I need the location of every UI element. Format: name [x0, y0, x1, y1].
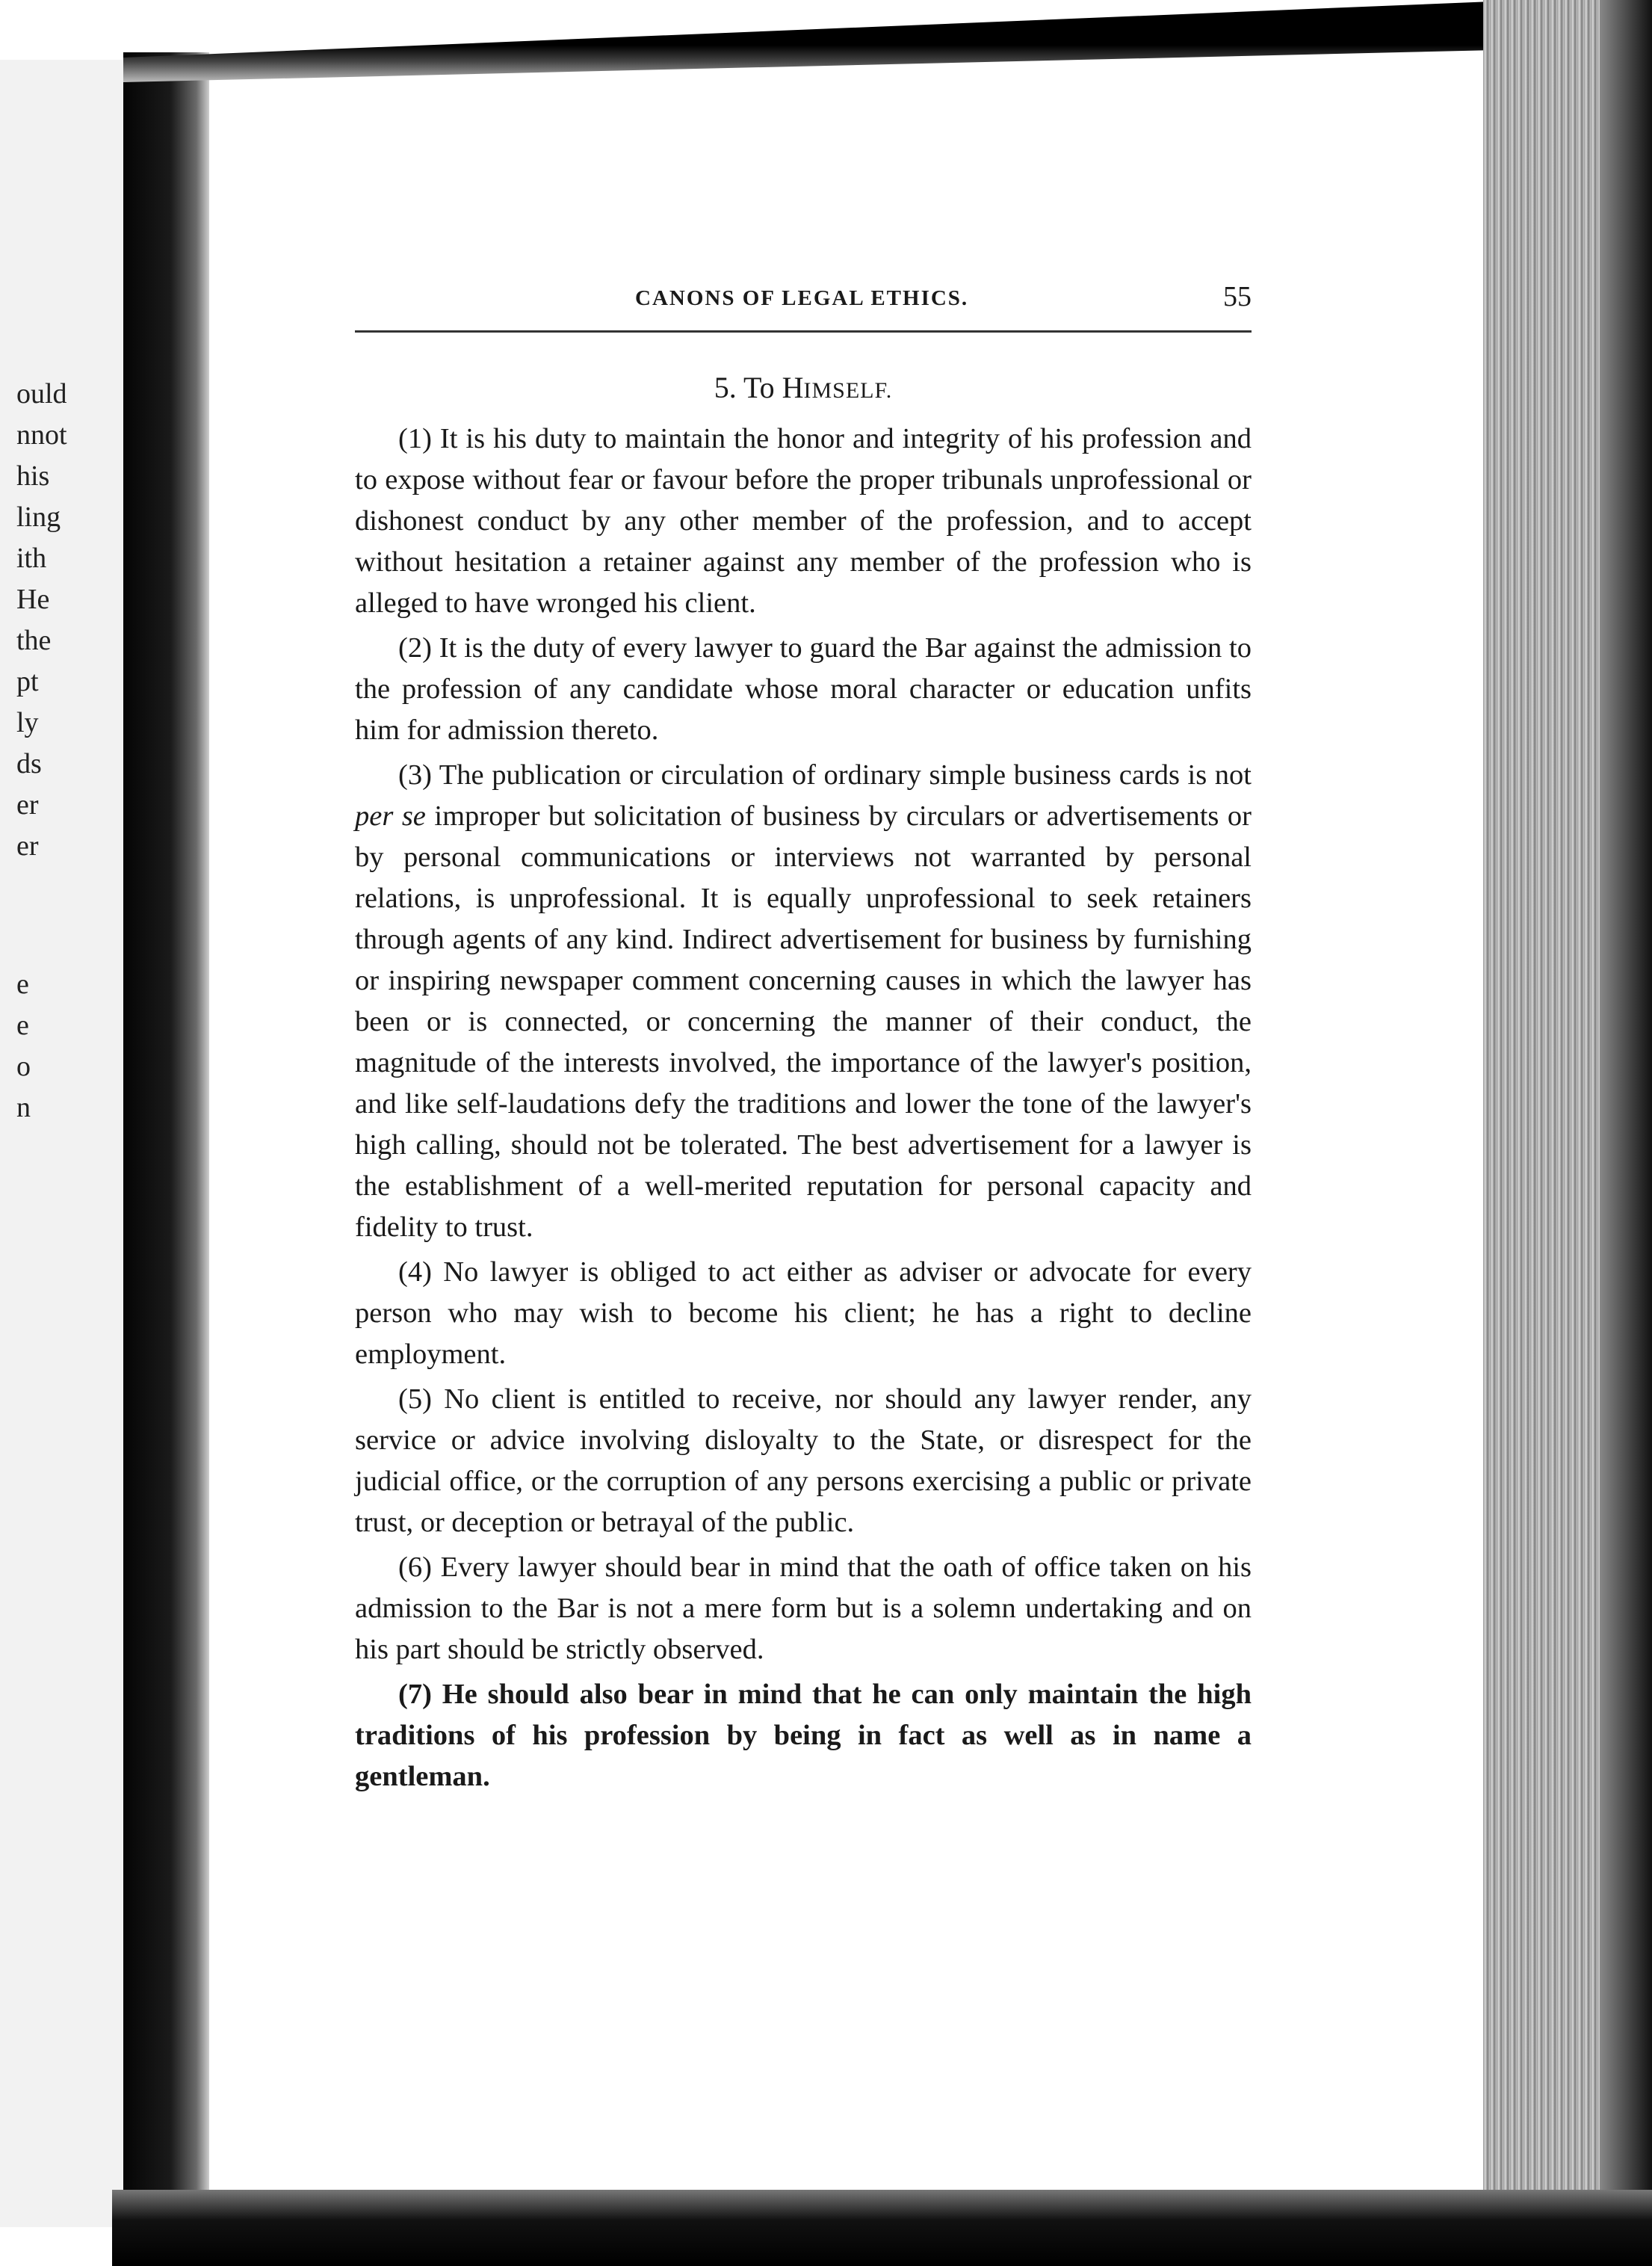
facing-page-fragment: n	[16, 1092, 31, 1123]
facing-page-fragment: He	[16, 584, 50, 615]
paragraph-3-italic: per se	[355, 800, 426, 832]
paragraph-4: (4) No lawyer is obliged to act either as adviser or advocate for every person who may wish to become his client; he has a right to decline employment.	[355, 1256, 1252, 1370]
paragraph-3	[355, 755, 1252, 1248]
paragraph-3-end: improper but solicitation of business by circulars or advertisements or by personal communications or interviews not warranted by personal relations, is unprofessional. It is equally unprofessional to seek retainers through agents of any kind. Indirect advertisement for business by furnishing or inspiring newspaper comment concerning causes in which the lawyer has been or is connected, or concerning the manner of their conduct, the magnitude of the interests involved, the importance of the lawyer's position, and like self-laudations defy the traditions and lower the tone of the lawyer's high calling, should not be tolerated. The best advertisement for a lawyer is the establishment of a well-merited reputation for personal capacity and fidelity to trust.	[355, 800, 1252, 1243]
paragraph-1: (1) It is his duty to maintain the honor and integrity of his profession and to expose without fear or favour before the proper tribunals unprofessional or dishonest conduct by any other member of the profession, and to accept without hesitation a retainer against any member of the profession who is alleged to have wronged his client.	[355, 423, 1252, 619]
facing-page-fragment: the	[16, 625, 52, 656]
facing-page-fragment: ling	[16, 501, 61, 533]
paragraph-6: (6) Every lawyer should bear in mind that the oath of office taken on his admission to the Bar is not a mere form but is a solemn undertaking and on his part should be strictly observed.	[355, 1552, 1252, 1665]
section-number: 5.	[714, 371, 737, 404]
facing-page-fragment: er	[16, 789, 39, 821]
facing-page-gap	[16, 867, 106, 964]
running-header	[351, 280, 1252, 325]
top-edge-shadow	[123, 0, 1528, 82]
section-heading	[355, 370, 1252, 405]
running-title: CANONS OF LEGAL ETHICS.	[635, 286, 969, 310]
paragraph-2: (2) It is the duty of every lawyer to guard the Bar against the admission to the profession of any candidate whose moral character or education unfits him for admission thereto.	[355, 632, 1252, 746]
facing-page-fragment: o	[16, 1051, 31, 1082]
paragraph-3-start: (3) The publication or circulation of ordinary simple business cards is not	[398, 759, 1252, 791]
page-stack-edge	[1483, 0, 1652, 2266]
section-title-smallcaps: IMSELF.	[803, 378, 893, 403]
facing-page-fragment: ly	[16, 707, 39, 738]
section-title-initial: To H	[743, 371, 804, 404]
page-number: 55	[1223, 281, 1252, 312]
facing-page-fragment: ould	[16, 378, 67, 410]
facing-page-fragment: pt	[16, 666, 39, 697]
header-rule	[355, 330, 1252, 333]
facing-page-fragment: er	[16, 830, 39, 862]
facing-page-fragment: ith	[16, 543, 47, 574]
facing-page-fragment: nnot	[16, 419, 67, 451]
facing-page-fragment: his	[16, 460, 50, 492]
body-text	[355, 419, 1252, 1801]
facing-page-text	[16, 374, 106, 1129]
bottom-edge-shadow	[112, 2190, 1652, 2266]
paragraph-5: (5) No client is entitled to receive, nor should any lawyer render, any service or advice involving disloyalty to the State, or disrespect for the judicial office, or the corruption of any persons exercising a public or private trust, or deception or betrayal of the public.	[355, 1383, 1252, 1538]
paragraph-7: (7) He should also bear in mind that he can only maintain the high traditions of his profession by being in fact as well as in name a gentleman.	[355, 1679, 1252, 1792]
facing-page-fragment: e	[16, 1010, 29, 1041]
facing-page-fragment: e	[16, 969, 29, 1000]
book-gutter-shadow	[123, 52, 209, 2250]
facing-page-fragment: ds	[16, 748, 42, 779]
